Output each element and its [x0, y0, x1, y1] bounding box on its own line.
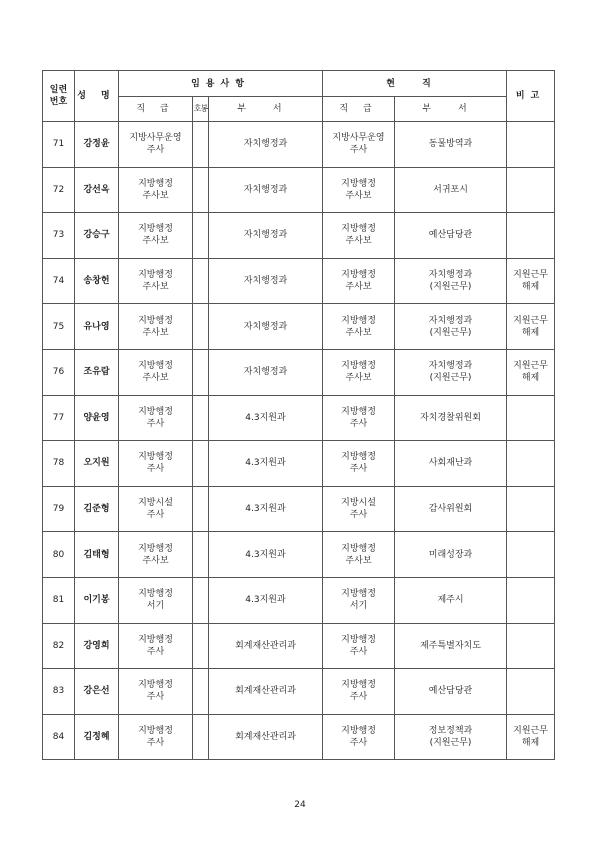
remarks-cell: [507, 167, 555, 213]
appointment-department-cell: 4.3지원과: [209, 577, 323, 623]
table-row: [43, 669, 555, 715]
serial-number-cell: 80: [43, 532, 75, 578]
table-row: [43, 714, 555, 760]
current-grade-cell: 지방행정 주사보: [323, 304, 395, 350]
page-number: 24: [294, 800, 306, 810]
name-cell: 오지원: [75, 441, 119, 487]
appointment-department-cell: 4.3지원과: [209, 395, 323, 441]
header-grade: 직 급: [119, 97, 193, 122]
header-department: 부 서: [209, 97, 323, 122]
appointment-department-cell: 회계재산관리과: [209, 714, 323, 760]
header-current-department: 부 서: [395, 97, 507, 122]
current-department-cell: 제주특별자치도: [395, 623, 507, 669]
hobong-cell: [193, 577, 209, 623]
appointment-grade-cell: 지방행정 주사: [119, 669, 193, 715]
appointment-grade-cell: 지방사무운영 주사: [119, 122, 193, 168]
remarks-cell: [507, 623, 555, 669]
current-grade-cell: 지방행정 주사: [323, 714, 395, 760]
table-row: [43, 623, 555, 669]
appointment-grade-cell: 지방행정 주사보: [119, 167, 193, 213]
name-cell: 강정윤: [75, 122, 119, 168]
name-cell: 조유람: [75, 349, 119, 395]
table-row: [43, 122, 555, 168]
remarks-cell: [507, 395, 555, 441]
hobong-cell: [193, 349, 209, 395]
remarks-cell: [507, 441, 555, 487]
serial-number-cell: 74: [43, 258, 75, 304]
serial-number-cell: 71: [43, 122, 75, 168]
remarks-cell: [507, 213, 555, 259]
name-cell: 유나영: [75, 304, 119, 350]
appointment-grade-cell: 지방행정 주사: [119, 395, 193, 441]
name-cell: 강은선: [75, 669, 119, 715]
personnel-table: [42, 70, 555, 760]
name-cell: 강영희: [75, 623, 119, 669]
table-row: [43, 395, 555, 441]
appointment-department-cell: 회계재산관리과: [209, 669, 323, 715]
current-department-cell: 자치행정과 (지원근무): [395, 304, 507, 350]
name-cell: 강선옥: [75, 167, 119, 213]
current-grade-cell: 지방행정 주사: [323, 669, 395, 715]
hobong-cell: [193, 486, 209, 532]
hobong-cell: [193, 304, 209, 350]
appointment-grade-cell: 지방행정 주사보: [119, 532, 193, 578]
serial-number-cell: 79: [43, 486, 75, 532]
serial-number-cell: 84: [43, 714, 75, 760]
header-hobong: 호봉: [193, 97, 209, 122]
current-department-cell: 감사위원회: [395, 486, 507, 532]
serial-number-cell: 72: [43, 167, 75, 213]
remarks-cell: [507, 577, 555, 623]
appointment-department-cell: 4.3지원과: [209, 532, 323, 578]
header-current-grade: 직 급: [323, 97, 395, 122]
appointment-department-cell: 4.3지원과: [209, 486, 323, 532]
remarks-cell: [507, 669, 555, 715]
appointment-department-cell: 회계재산관리과: [209, 623, 323, 669]
table-row: [43, 577, 555, 623]
remarks-cell: 지원근무 해제: [507, 258, 555, 304]
current-department-cell: 정보정책과 (지원근무): [395, 714, 507, 760]
name-cell: 강승구: [75, 213, 119, 259]
serial-number-cell: 78: [43, 441, 75, 487]
current-grade-cell: 지방행정 서기: [323, 577, 395, 623]
serial-number-cell: 75: [43, 304, 75, 350]
appointment-grade-cell: 지방시설 주사: [119, 486, 193, 532]
hobong-cell: [193, 669, 209, 715]
current-department-cell: 동물방역과: [395, 122, 507, 168]
current-department-cell: 미래성장과: [395, 532, 507, 578]
current-department-cell: 자치행정과 (지원근무): [395, 349, 507, 395]
current-department-cell: 예산담당관: [395, 213, 507, 259]
table-row: [43, 532, 555, 578]
name-cell: 이기봉: [75, 577, 119, 623]
appointment-grade-cell: 지방행정 주사: [119, 714, 193, 760]
table-row: [43, 167, 555, 213]
appointment-department-cell: 자치행정과: [209, 167, 323, 213]
header-serial-no: 일련 번호: [43, 71, 75, 122]
hobong-cell: [193, 258, 209, 304]
appointment-department-cell: 자치행정과: [209, 213, 323, 259]
appointment-department-cell: 4.3지원과: [209, 441, 323, 487]
table-row: [43, 441, 555, 487]
current-department-cell: 자치경찰위원회: [395, 395, 507, 441]
appointment-department-cell: 자치행정과: [209, 122, 323, 168]
current-grade-cell: 지방행정 주사보: [323, 532, 395, 578]
current-department-cell: 사회재난과: [395, 441, 507, 487]
header-name: 성 명: [75, 71, 119, 122]
serial-number-cell: 82: [43, 623, 75, 669]
serial-number-cell: 73: [43, 213, 75, 259]
hobong-cell: [193, 213, 209, 259]
table-row: [43, 486, 555, 532]
serial-number-cell: 81: [43, 577, 75, 623]
current-grade-cell: 지방행정 주사보: [323, 167, 395, 213]
hobong-cell: [193, 167, 209, 213]
hobong-cell: [193, 122, 209, 168]
appointment-grade-cell: 지방행정 서기: [119, 577, 193, 623]
hobong-cell: [193, 441, 209, 487]
header-row-1: [43, 71, 555, 97]
current-grade-cell: 지방행정 주사보: [323, 258, 395, 304]
table-row: [43, 213, 555, 259]
hobong-cell: [193, 395, 209, 441]
current-grade-cell: 지방사무운영 주사: [323, 122, 395, 168]
appointment-grade-cell: 지방행정 주사보: [119, 304, 193, 350]
current-grade-cell: 지방시설 주사: [323, 486, 395, 532]
appointment-department-cell: 자치행정과: [209, 304, 323, 350]
serial-number-cell: 83: [43, 669, 75, 715]
current-grade-cell: 지방행정 주사: [323, 623, 395, 669]
remarks-cell: 지원근무 해제: [507, 714, 555, 760]
header-row-2: [43, 97, 555, 122]
hobong-cell: [193, 532, 209, 578]
current-department-cell: 서귀포시: [395, 167, 507, 213]
remarks-cell: 지원근무 해제: [507, 304, 555, 350]
appointment-department-cell: 자치행정과: [209, 349, 323, 395]
header-appointment: 임용사항: [119, 71, 323, 97]
name-cell: 양윤영: [75, 395, 119, 441]
remarks-cell: [507, 486, 555, 532]
remarks-cell: 지원근무 해제: [507, 349, 555, 395]
appointment-grade-cell: 지방행정 주사보: [119, 258, 193, 304]
appointment-department-cell: 자치행정과: [209, 258, 323, 304]
remarks-cell: [507, 532, 555, 578]
header-current-position: 현 직: [323, 71, 507, 97]
appointment-grade-cell: 지방행정 주사보: [119, 349, 193, 395]
hobong-cell: [193, 623, 209, 669]
appointment-grade-cell: 지방행정 주사: [119, 623, 193, 669]
table-row: [43, 258, 555, 304]
name-cell: 김준형: [75, 486, 119, 532]
current-department-cell: 제주시: [395, 577, 507, 623]
current-grade-cell: 지방행정 주사: [323, 441, 395, 487]
appointment-grade-cell: 지방행정 주사: [119, 441, 193, 487]
serial-number-cell: 77: [43, 395, 75, 441]
name-cell: 김정혜: [75, 714, 119, 760]
current-department-cell: 자치행정과 (지원근무): [395, 258, 507, 304]
header-remarks: 비고: [507, 71, 555, 122]
name-cell: 김태형: [75, 532, 119, 578]
hobong-cell: [193, 714, 209, 760]
remarks-cell: [507, 122, 555, 168]
current-grade-cell: 지방행정 주사보: [323, 349, 395, 395]
table-row: [43, 304, 555, 350]
table-row: [43, 349, 555, 395]
appointment-grade-cell: 지방행정 주사보: [119, 213, 193, 259]
current-grade-cell: 지방행정 주사: [323, 395, 395, 441]
serial-number-cell: 76: [43, 349, 75, 395]
current-department-cell: 예산담당관: [395, 669, 507, 715]
current-grade-cell: 지방행정 주사보: [323, 213, 395, 259]
name-cell: 송창헌: [75, 258, 119, 304]
